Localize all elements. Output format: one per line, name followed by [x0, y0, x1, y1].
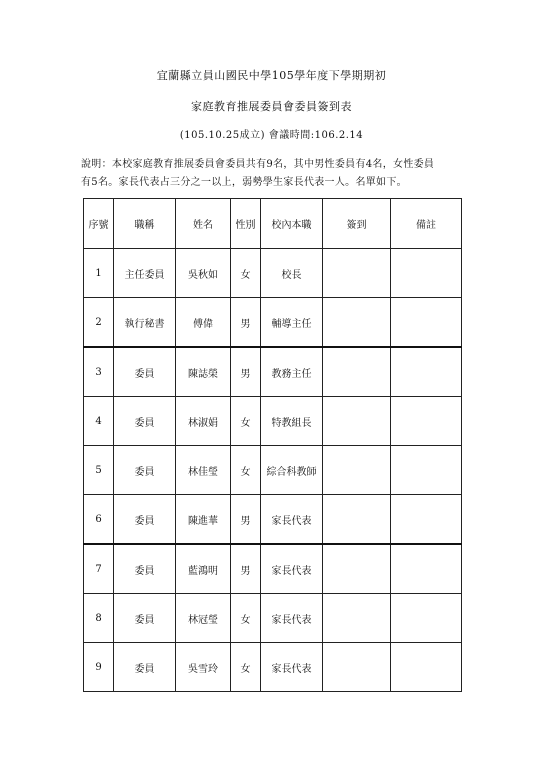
table-row: [84, 298, 462, 348]
cell-no: 6: [84, 495, 114, 545]
cell-remark: [391, 594, 462, 643]
cell-remark: [391, 544, 462, 594]
cell-gender: 男: [231, 544, 261, 594]
cell-job: 特教組長: [261, 397, 323, 446]
table-row: [84, 495, 462, 545]
cell-name: 林佳瑩: [176, 446, 231, 495]
cell-job: 綜合科教師: [261, 446, 323, 495]
cell-no: 9: [84, 643, 114, 692]
cell-sign: [323, 397, 391, 446]
cell-remark: [391, 446, 462, 495]
cell-sign: [323, 544, 391, 594]
cell-name: 陳誌榮: [176, 347, 231, 397]
cell-sign: [323, 495, 391, 545]
cell-remark: [391, 249, 462, 298]
cell-name: 吳雪玲: [176, 643, 231, 692]
cell-gender: 女: [231, 594, 261, 643]
table-row: [84, 594, 462, 643]
cell-sign: [323, 249, 391, 298]
sign-in-table: [83, 198, 462, 692]
note-line-2: 有5名。家長代表占三分之一以上，弱勢學生家長代表一人。名單如下。: [81, 177, 407, 188]
column-header-name: 姓名: [176, 199, 231, 249]
column-header-gender: 性別: [231, 199, 261, 249]
cell-sign: [323, 298, 391, 348]
document-subtitle: 家庭教育推展委員會委員簽到表: [191, 100, 352, 113]
cell-gender: 女: [231, 446, 261, 495]
cell-gender: 女: [231, 249, 261, 298]
meeting-info: (105.10.25成立) 會議時間:106.2.14: [179, 130, 364, 141]
cell-remark: [391, 298, 462, 348]
cell-name: 林冠瑩: [176, 594, 231, 643]
table-row: [84, 643, 462, 692]
cell-no: 8: [84, 594, 114, 643]
cell-no: 5: [84, 446, 114, 495]
cell-title: 委員: [114, 544, 176, 594]
table-row: [84, 446, 462, 495]
cell-no: 1: [84, 249, 114, 298]
cell-remark: [391, 347, 462, 397]
cell-gender: 男: [231, 495, 261, 545]
cell-sign: [323, 643, 391, 692]
cell-remark: [391, 397, 462, 446]
column-header-title: 職稱: [114, 199, 176, 249]
cell-job: 輔導主任: [261, 298, 323, 348]
cell-sign: [323, 446, 391, 495]
cell-gender: 女: [231, 397, 261, 446]
cell-title: 委員: [114, 347, 176, 397]
cell-title: 委員: [114, 594, 176, 643]
cell-title: 主任委員: [114, 249, 176, 298]
cell-no: 2: [84, 298, 114, 348]
cell-job: 教務主任: [261, 347, 323, 397]
column-header-job: 校內本職: [261, 199, 323, 249]
cell-title: 委員: [114, 495, 176, 545]
cell-gender: 女: [231, 643, 261, 692]
table-row: [84, 249, 462, 298]
cell-job: 家長代表: [261, 495, 323, 545]
column-header-sign: 簽到: [323, 199, 391, 249]
column-header-no: 序號: [84, 199, 114, 249]
cell-name: 傅偉: [176, 298, 231, 348]
cell-title: 委員: [114, 397, 176, 446]
cell-gender: 男: [231, 347, 261, 397]
table-row: [84, 397, 462, 446]
cell-remark: [391, 643, 462, 692]
cell-sign: [323, 594, 391, 643]
column-header-remark: 備註: [391, 199, 462, 249]
cell-title: 委員: [114, 643, 176, 692]
cell-no: 3: [84, 347, 114, 397]
table-header-row: [84, 199, 462, 249]
cell-job: 家長代表: [261, 544, 323, 594]
cell-gender: 男: [231, 298, 261, 348]
cell-name: 林淑娟: [176, 397, 231, 446]
table-row: [84, 347, 462, 397]
cell-sign: [323, 347, 391, 397]
cell-name: 藍鴻明: [176, 544, 231, 594]
cell-name: 陳進華: [176, 495, 231, 545]
cell-no: 4: [84, 397, 114, 446]
cell-job: 校長: [261, 249, 323, 298]
cell-title: 委員: [114, 446, 176, 495]
table-row: [84, 544, 462, 594]
cell-job: 家長代表: [261, 594, 323, 643]
cell-remark: [391, 495, 462, 545]
note-line-1: 說明：本校家庭教育推展委員會委員共有9名，其中男性委員有4名，女性委員: [81, 159, 435, 170]
cell-name: 吳秋如: [176, 249, 231, 298]
document-title: 宜蘭縣立員山國民中學105學年度下學期期初: [156, 69, 387, 82]
cell-title: 執行秘書: [114, 298, 176, 348]
cell-no: 7: [84, 544, 114, 594]
cell-job: 家長代表: [261, 643, 323, 692]
